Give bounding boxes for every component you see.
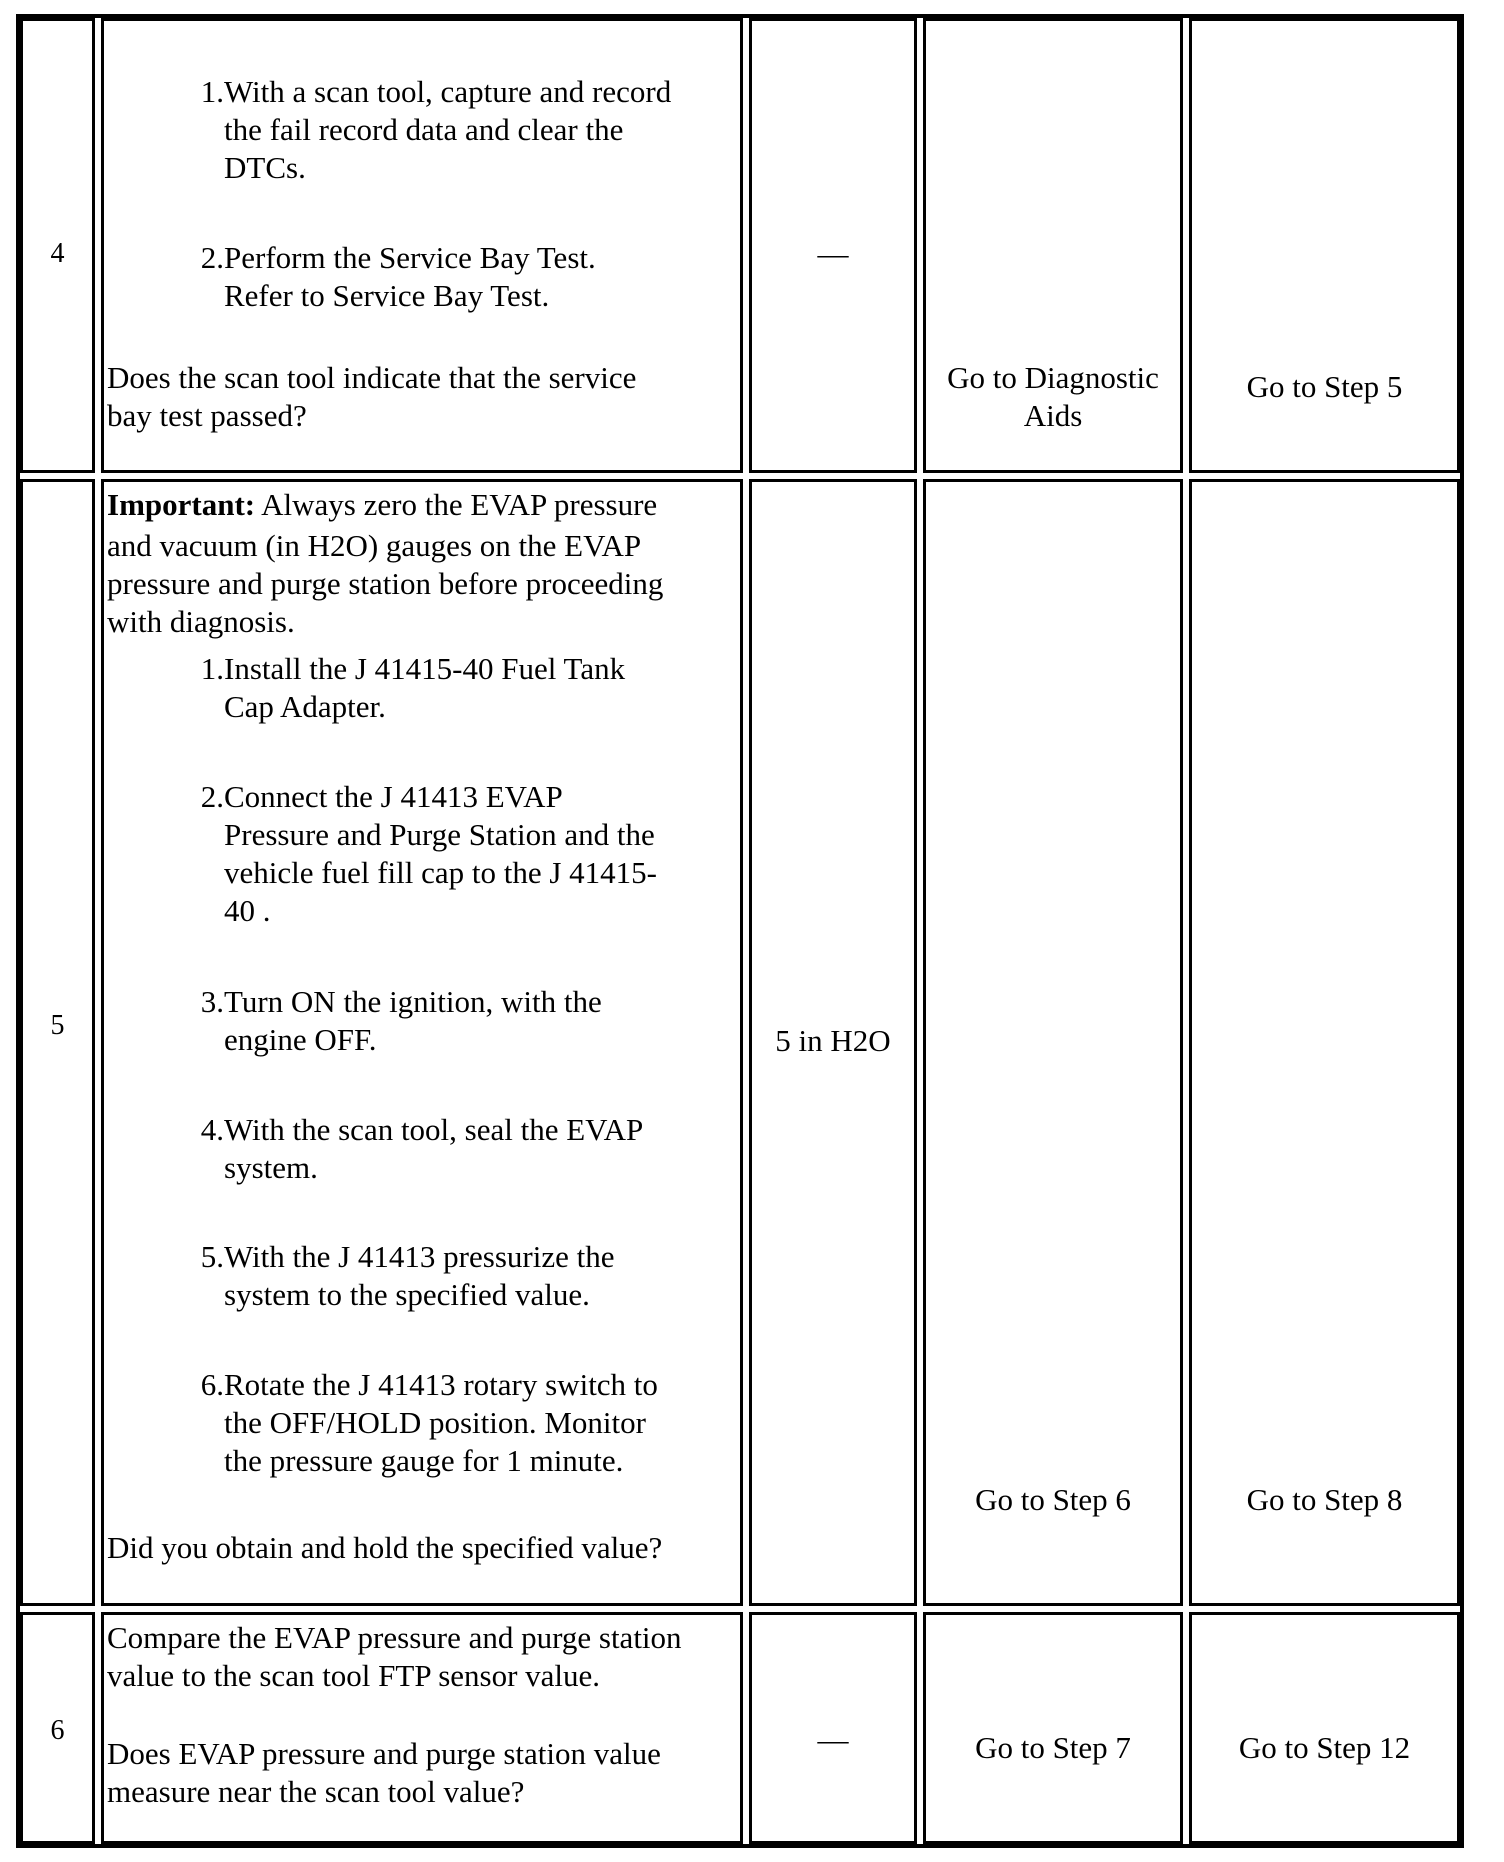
yes-cell (923, 18, 1183, 473)
important-text: Always zero the EVAP pressure (255, 487, 658, 522)
no-cell (1189, 18, 1460, 473)
list-line: Pressure and Purge Station and the (224, 817, 655, 852)
value-text: — (817, 1722, 849, 1757)
action-text (107, 1619, 682, 1695)
important-note (107, 486, 663, 641)
list-number: 1. (200, 74, 224, 109)
list-number: 3. (200, 984, 224, 1019)
yes-line: Go to Diagnostic (947, 360, 1159, 395)
list-line: Turn ON the ignition, with the (224, 984, 602, 1019)
no-cell (1189, 1612, 1460, 1844)
question-line: Does EVAP pressure and purge station value (107, 1736, 661, 1771)
step-cell (20, 1612, 95, 1844)
question-line: measure near the scan tool value? (107, 1774, 525, 1809)
step-number: 4 (50, 238, 65, 269)
value-text: 5 in H2O (775, 1023, 891, 1058)
list-number: 6. (200, 1367, 224, 1402)
question-text: Did you obtain and hold the specified value? (107, 1530, 663, 1565)
question-text (107, 1735, 661, 1811)
value-text: — (817, 236, 849, 271)
list-line: the OFF/HOLD position. Monitor (224, 1405, 646, 1440)
list-line: the pressure gauge for 1 minute. (224, 1443, 624, 1478)
list-text (224, 1366, 658, 1480)
list-text (224, 1111, 643, 1187)
question-line: Does the scan tool indicate that the service (107, 360, 637, 395)
step-cell (20, 479, 95, 1606)
list-line: Connect the J 41413 EVAP (224, 779, 563, 814)
no-action: Go to Step 12 (1238, 1730, 1411, 1765)
important-line: and vacuum (in H2O) gauges on the EVAP (107, 528, 642, 563)
action-line: value to the scan tool FTP sensor value. (107, 1658, 601, 1693)
list-number: 2. (200, 779, 224, 814)
yes-action (926, 359, 1180, 435)
list-line: With the scan tool, seal the EVAP (224, 1112, 644, 1147)
list-line: system to the specified value. (224, 1277, 590, 1312)
action-line: Compare the EVAP pressure and purge station (107, 1620, 682, 1655)
list-text (224, 650, 625, 726)
important-label: Important: (107, 487, 256, 522)
list-line: With the J 41413 pressurize the (224, 1239, 615, 1274)
list-line: engine OFF. (224, 1022, 377, 1057)
yes-action: Go to Step 6 (975, 1482, 1131, 1517)
no-action: Go to Step 8 (1246, 1482, 1403, 1517)
list-line: Install the J 41415-40 Fuel Tank (224, 651, 626, 686)
question-line: bay test passed? (107, 398, 307, 433)
action-cell (101, 1612, 743, 1844)
yes-cell (923, 479, 1183, 1606)
value-cell (749, 479, 917, 1606)
yes-action: Go to Step 7 (975, 1730, 1131, 1765)
list-line: vehicle fuel fill cap to the J 41415- (224, 855, 658, 890)
value-cell (749, 18, 917, 473)
list-line: Cap Adapter. (224, 689, 386, 724)
important-line: with diagnosis. (107, 604, 295, 639)
important-line (107, 486, 663, 524)
list-number: 5. (200, 1239, 224, 1274)
list-number: 2. (200, 240, 224, 275)
value-cell (749, 1612, 917, 1844)
yes-line: Aids (1023, 398, 1083, 433)
list-text (224, 239, 596, 315)
step-number: 6 (50, 1715, 65, 1746)
list-line: Perform the Service Bay Test. (224, 240, 596, 275)
important-line: pressure and purge station before proceeding (107, 566, 664, 601)
step-cell (20, 18, 95, 473)
list-number: 1. (200, 651, 224, 686)
list-text (224, 1238, 614, 1314)
no-cell (1189, 479, 1460, 1606)
list-line: 40 . (224, 893, 271, 928)
list-text (224, 778, 657, 930)
list-number: 4. (200, 1112, 224, 1147)
list-line: Refer to Service Bay Test. (224, 278, 550, 313)
no-action: Go to Step 5 (1246, 369, 1403, 404)
yes-cell (923, 1612, 1183, 1844)
action-cell (101, 479, 743, 1606)
list-text (224, 73, 671, 187)
question-text (107, 359, 636, 435)
step-number: 5 (50, 1010, 65, 1041)
list-line: Rotate the J 41413 rotary switch to (224, 1367, 658, 1402)
list-line: With a scan tool, capture and record (224, 74, 672, 109)
list-line: the fail record data and clear the (224, 112, 624, 147)
list-line: system. (224, 1150, 318, 1185)
list-line: DTCs. (224, 150, 306, 185)
list-text (224, 983, 602, 1059)
action-cell (101, 18, 743, 473)
